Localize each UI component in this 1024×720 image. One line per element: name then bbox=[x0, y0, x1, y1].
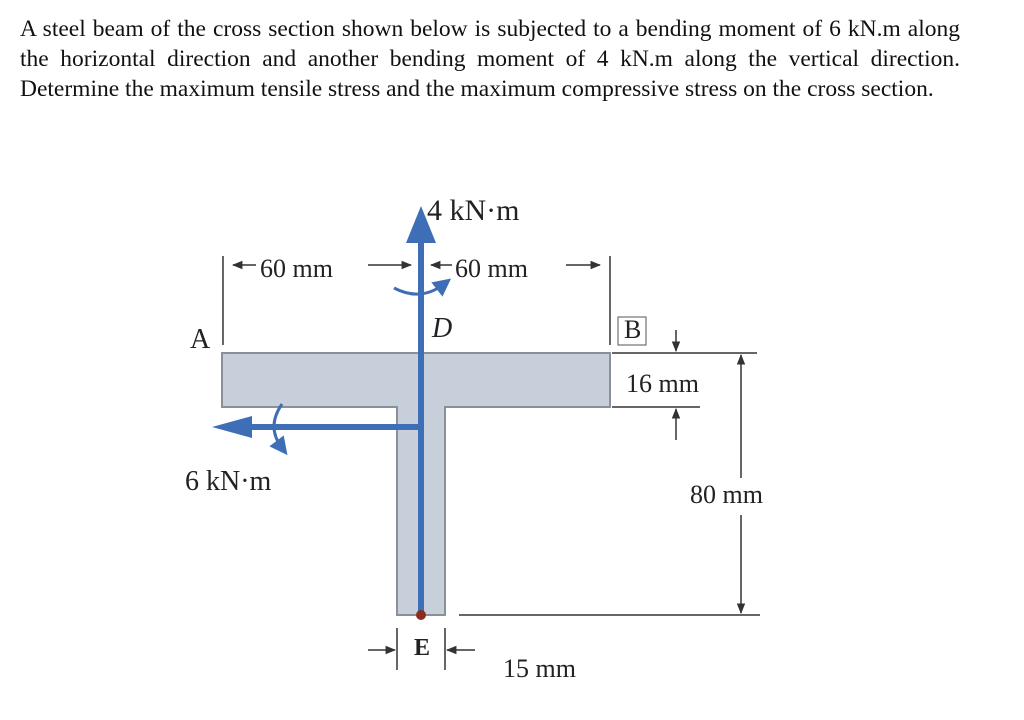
moment-vertical-label: 4 kN·m bbox=[427, 194, 520, 227]
problem-statement: A steel beam of the cross section shown below is subjected to a bending moment of 6 kN.m along the horizontal direction and another bending moment of 4 kN.m along the vertical direction. Determine the maximum tensile stress and the maximum compressive stress on the cross section. bbox=[20, 16, 960, 102]
flange bbox=[222, 353, 610, 407]
moment-horizontal-label: 6 kN·m bbox=[185, 466, 272, 497]
dim-total-height-label: 80 mm bbox=[690, 480, 763, 509]
t-section-shape bbox=[222, 353, 610, 615]
dim-flange-thickness-label: 16 mm bbox=[626, 369, 699, 398]
point-e-label: E bbox=[414, 635, 431, 661]
dim-left-half-label: 60 mm bbox=[260, 254, 333, 283]
horizontal-moment-vector bbox=[212, 404, 421, 448]
dim-right-half-label: 60 mm bbox=[455, 254, 528, 283]
dim-web-thickness-label: 15 mm bbox=[503, 654, 576, 683]
point-d-label: D bbox=[432, 313, 453, 344]
point-b-label: B bbox=[624, 315, 642, 344]
point-a-label: A bbox=[190, 324, 211, 355]
point-e-dot bbox=[416, 610, 426, 620]
